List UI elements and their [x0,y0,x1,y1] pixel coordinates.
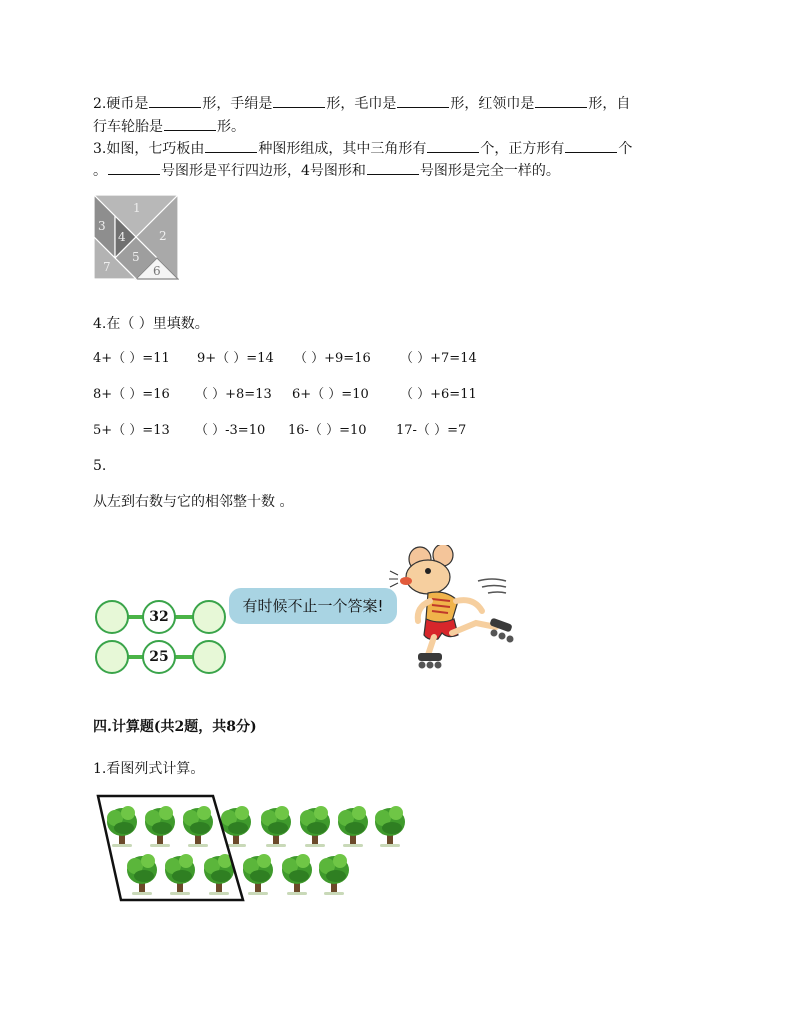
q3-blank-5[interactable] [367,160,419,175]
q3-text-a: 3.如图，七巧板由 [93,141,205,157]
chain-blank-2-right[interactable] [192,640,226,674]
q4-eq-r1c4: （ ）+7=14 [400,351,477,366]
q2-text-g: 形。 [217,119,245,135]
q5-text: 从左到右数与它的相邻整十数 。 [93,494,294,510]
tangram-label-2: 2 [159,229,167,243]
chain-blank-2-left[interactable] [95,640,129,674]
q4-eq-r2c1: 8+（ ）=16 [93,387,170,402]
tangram-label-5: 5 [132,250,140,264]
q3-text-g: 号图形是完全一样的。 [419,163,560,179]
q4-eq-r3c4: 17-（ ）=7 [396,423,467,438]
q4-eq-r3c2: （ ）-3=10 [195,423,266,438]
tangram-label-6: 6 [153,264,161,278]
section4-q1: 1.看图列式计算。 [93,761,205,777]
chain-blank-1-left[interactable] [95,600,129,634]
chain-number-1: 32 [142,600,176,634]
q4-eq-r3c3: 16-（ ）=10 [288,423,367,438]
q2-line2 [93,116,245,137]
trees-picture [93,792,411,908]
q3-blank-2[interactable] [427,138,479,153]
q3-blank-3[interactable] [565,138,617,153]
q4-eq-r2c3: 6+（ ）=10 [292,387,369,402]
q4-eq-r2c4: （ ）+6=11 [400,387,477,402]
q3-line1 [93,138,632,159]
q4-eq-r3c1: 5+（ ）=13 [93,423,170,438]
q4-eq-r1c2: 9+（ ）=14 [197,351,274,366]
q3-text-f: 号图形是平行四边形，4号图形和 [161,163,366,179]
q4-eq-r1c1: 4+（ ）=11 [93,351,170,366]
tangram-figure [93,194,179,280]
q3-text-c: 个，正方形有 [480,141,565,157]
q2-text-a: 2.硬币是 [93,96,149,112]
q4-eq-r1c3: （ ）+9=16 [294,351,371,366]
q2-blank-4[interactable] [535,93,587,108]
q2-blank-1[interactable] [149,93,201,108]
q2-blank-3[interactable] [397,93,449,108]
q3-text-b: 种图形组成，其中三角形有 [258,141,427,157]
tangram-label-3: 3 [98,219,106,233]
chain-number-2: 25 [142,640,176,674]
q2-blank-2[interactable] [273,93,325,108]
q4-eq-r2c2: （ ）+8=13 [195,387,272,402]
section-heading: 四.计算题(共2题，共8分) [93,719,257,735]
mouse-skater-illustration [388,545,528,671]
tangram-label-1: 1 [133,201,141,215]
q5-number: 5. [93,458,107,474]
q2-text-c: 形，毛巾是 [326,96,397,112]
tangram-label-7: 7 [103,260,111,274]
q3-text-d: 个 [618,141,633,157]
hint-bubble: 有时候不止一个答案! [229,588,397,624]
q4-title: 4.在（ ）里填数。 [93,316,209,332]
q2-text-e: 形，自 [588,96,631,112]
q3-blank-4[interactable] [108,160,160,175]
q2-text-b: 形，手绢是 [202,96,273,112]
q2-line1 [93,93,630,114]
q3-blank-1[interactable] [205,138,257,153]
tangram-label-4: 4 [118,230,126,244]
q2-text-f: 行车轮胎是 [93,119,163,135]
chain-blank-1-right[interactable] [192,600,226,634]
q3-line2 [93,160,560,181]
q2-text-d: 形，红领巾是 [450,96,535,112]
q3-text-e: 。 [93,163,107,179]
q2-blank-5[interactable] [164,116,216,131]
